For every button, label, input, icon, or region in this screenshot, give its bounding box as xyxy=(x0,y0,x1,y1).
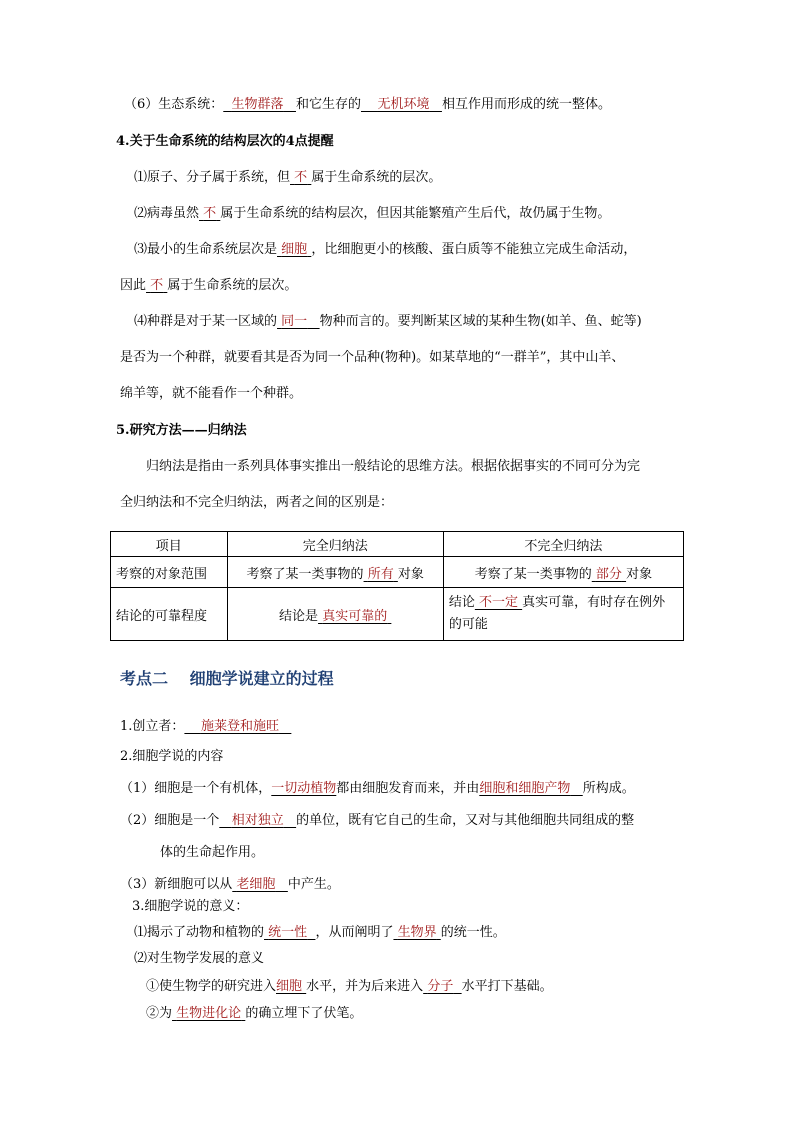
point-3-line-1 xyxy=(134,241,636,259)
eco-line xyxy=(124,96,611,114)
eco-blank-2 xyxy=(361,97,442,112)
point-4-line-3: 绵羊等，就不能看作一个种群。 xyxy=(120,386,303,401)
point-2-post: 属于生命系统的结构层次，但因其能繁殖产生后代，故仍属于生物。 xyxy=(220,206,611,221)
cell-blank xyxy=(475,595,522,610)
table-cell xyxy=(227,557,443,588)
point-1 xyxy=(134,169,441,187)
point-2-answer: 不 xyxy=(203,206,217,221)
table-cell xyxy=(443,557,683,588)
founders-line xyxy=(120,718,291,736)
founders-blank xyxy=(184,719,291,734)
cell-answer: 真实可靠的 xyxy=(322,608,388,624)
eco-answer-2: 无机环境 xyxy=(377,97,430,112)
cell-text: 结论是 xyxy=(279,608,319,624)
section-2-title: 考点二 细胞学说建立的过程 xyxy=(120,669,334,688)
table-cell-label: 考察的对象范围 xyxy=(111,557,228,588)
content-2-answer: 相对独立 xyxy=(231,813,284,828)
point-4-line-1 xyxy=(134,313,642,331)
meaning-2b-answer: 生物进化论 xyxy=(176,1006,242,1021)
content-2-post: 的单位，既有它自己的生命，又对与其他细胞共同组成的整 xyxy=(296,813,635,828)
meaning-1-answer-1: 统一性 xyxy=(268,925,308,940)
content-1 xyxy=(120,780,635,798)
eco-post: 相互作用而形成的统一整体。 xyxy=(441,97,611,112)
eco-answer-1: 生物群落 xyxy=(231,97,284,112)
induction-line-1: 归纳法是指由一系列具体事实推出一般结论的思维方法。根据依据事实的不同可分为完 xyxy=(146,459,641,474)
meaning-2a xyxy=(146,978,553,996)
table-row xyxy=(111,557,684,588)
heading-5: 5.研究方法——归纳法 xyxy=(116,423,247,438)
meaning-2b-pre: ②为 xyxy=(146,1006,173,1021)
content-3-pre: （3）新细胞可以从 xyxy=(120,877,233,892)
meaning-1 xyxy=(134,924,506,942)
content-1-answer-1: 一切动植物 xyxy=(271,781,337,796)
meaning-2a-blank-1 xyxy=(276,979,306,994)
meaning-2a-pre: ①使生物学的研究进入 xyxy=(146,979,277,994)
cell-text: 对象 xyxy=(626,566,653,582)
point-2 xyxy=(134,205,610,223)
point-4-line-2: 是否为一个种群，就要看其是否为同一个品种(物种)。如某草地的“一群羊”，其中山羊、 xyxy=(120,350,625,365)
content-3 xyxy=(120,876,340,894)
point-3-blank-2 xyxy=(146,278,167,293)
point-3-pre: ⑶最小的生命系统层次是 xyxy=(134,242,278,257)
meaning-1-pre: ⑴揭示了动物和植物的 xyxy=(134,925,265,940)
meaning-1-blank-2 xyxy=(393,925,440,940)
meaning-2a-post: 水平打下基础。 xyxy=(461,979,553,994)
point-4-post: 物种而言的。要判断某区域的某种生物(如羊、鱼、蛇等) xyxy=(319,314,642,329)
meaning-2b xyxy=(146,1005,362,1023)
cell-text: 对象 xyxy=(397,566,424,582)
meaning-1-post: 的统一性。 xyxy=(440,925,506,940)
heading-4: 4.关于生命系统的结构层次的4点提醒 xyxy=(116,134,334,149)
comparison-table xyxy=(110,531,684,641)
point-4-answer: 同一 xyxy=(281,314,308,329)
cell-text: 结论 xyxy=(448,595,475,610)
table-cell xyxy=(227,588,443,641)
content-1-mid: 都由细胞发育而来，并由 xyxy=(336,781,480,796)
content-1-post: 所构成。 xyxy=(582,781,635,796)
point-4-blank xyxy=(277,314,320,329)
cell-blank xyxy=(364,567,398,582)
eco-mid: 和它生存的 xyxy=(295,97,361,112)
table-header: 项目 xyxy=(111,532,228,557)
meaning-1-mid: ，从而阐明了 xyxy=(315,925,394,940)
point-3-l2-pre: 因此 xyxy=(120,278,147,293)
point-2-pre: ⑵病毒虽然 xyxy=(134,206,200,221)
cell-text: 真实可靠，有时存在例外的可能 xyxy=(448,595,666,632)
meaning-2a-answer-2: 分子 xyxy=(427,979,454,994)
content-3-blank xyxy=(232,877,288,892)
founders-answer: 施莱登和施旺 xyxy=(200,719,279,734)
point-3-l2-post: 属于生命系统的层次。 xyxy=(167,278,298,293)
meaning-2a-answer-1: 细胞 xyxy=(276,979,303,994)
point-4-pre: ⑷种群是对于某一区域的 xyxy=(134,314,278,329)
meaning-2a-mid: 水平，并为后来进入 xyxy=(306,979,424,994)
eco-pre: （6）生态系统： xyxy=(124,97,224,112)
point-3-answer: 细胞 xyxy=(281,242,308,257)
point-1-answer: 不 xyxy=(294,170,308,185)
table-cell xyxy=(443,588,683,641)
meaning-2a-blank-2 xyxy=(423,979,461,994)
table-cell-label: 结论的可靠程度 xyxy=(111,588,228,641)
meaning-2: ⑵对生物学发展的意义 xyxy=(134,951,265,966)
cell-answer: 不一定 xyxy=(478,595,518,610)
cell-answer: 所有 xyxy=(367,566,394,582)
content-3-answer: 老细胞 xyxy=(236,877,276,892)
table-header-row xyxy=(111,532,684,557)
content-2-pre: （2）细胞是一个 xyxy=(120,813,220,828)
cell-blank xyxy=(592,567,626,582)
founders-pre: 1.创立者： xyxy=(120,719,185,734)
meaning-1-blank-1 xyxy=(264,925,315,940)
meaning-2b-post: 的确立埋下了伏笔。 xyxy=(245,1006,363,1021)
cell-text: 考察了某一类事物的 xyxy=(246,566,364,582)
point-3-blank xyxy=(277,242,311,257)
point-1-pre: ⑴原子、分子属于系统，但 xyxy=(134,170,291,185)
content-3-post: 中产生。 xyxy=(287,877,340,892)
point-1-blank xyxy=(290,170,311,185)
content-title: 2.细胞学说的内容 xyxy=(120,749,224,764)
point-3-post: ，比细胞更小的核酸、蛋白质等不能独立完成生命活动， xyxy=(311,242,637,257)
meaning-1-answer-2: 生物界 xyxy=(397,925,437,940)
point-1-post: 属于生命系统的层次。 xyxy=(311,170,442,185)
content-1-answer-2: 细胞和细胞产物 xyxy=(479,781,571,796)
content-1-blank-2 xyxy=(479,781,582,796)
table-header: 完全归纳法 xyxy=(227,532,443,557)
content-1-blank-1 xyxy=(271,781,336,796)
induction-line-2: 全归纳法和不完全归纳法，两者之间的区别是： xyxy=(120,495,394,510)
content-2-blank xyxy=(219,813,296,828)
point-2-blank xyxy=(199,206,220,221)
meaning-2b-blank xyxy=(172,1006,245,1021)
cell-blank xyxy=(318,609,391,624)
point-3-line-2 xyxy=(120,277,297,295)
table-row xyxy=(111,588,684,641)
point-3-answer-2: 不 xyxy=(150,278,164,293)
content-1-pre: （1）细胞是一个有机体， xyxy=(120,781,272,796)
content-2-line-1 xyxy=(120,812,634,830)
content-2-line-2: 体的生命起作用。 xyxy=(160,845,265,860)
cell-answer: 部分 xyxy=(595,566,622,582)
eco-blank-1 xyxy=(223,97,296,112)
cell-text: 考察了某一类事物的 xyxy=(474,566,592,582)
meaning-title: 3.细胞学说的意义： xyxy=(132,899,249,914)
table-header: 不完全归纳法 xyxy=(443,532,683,557)
